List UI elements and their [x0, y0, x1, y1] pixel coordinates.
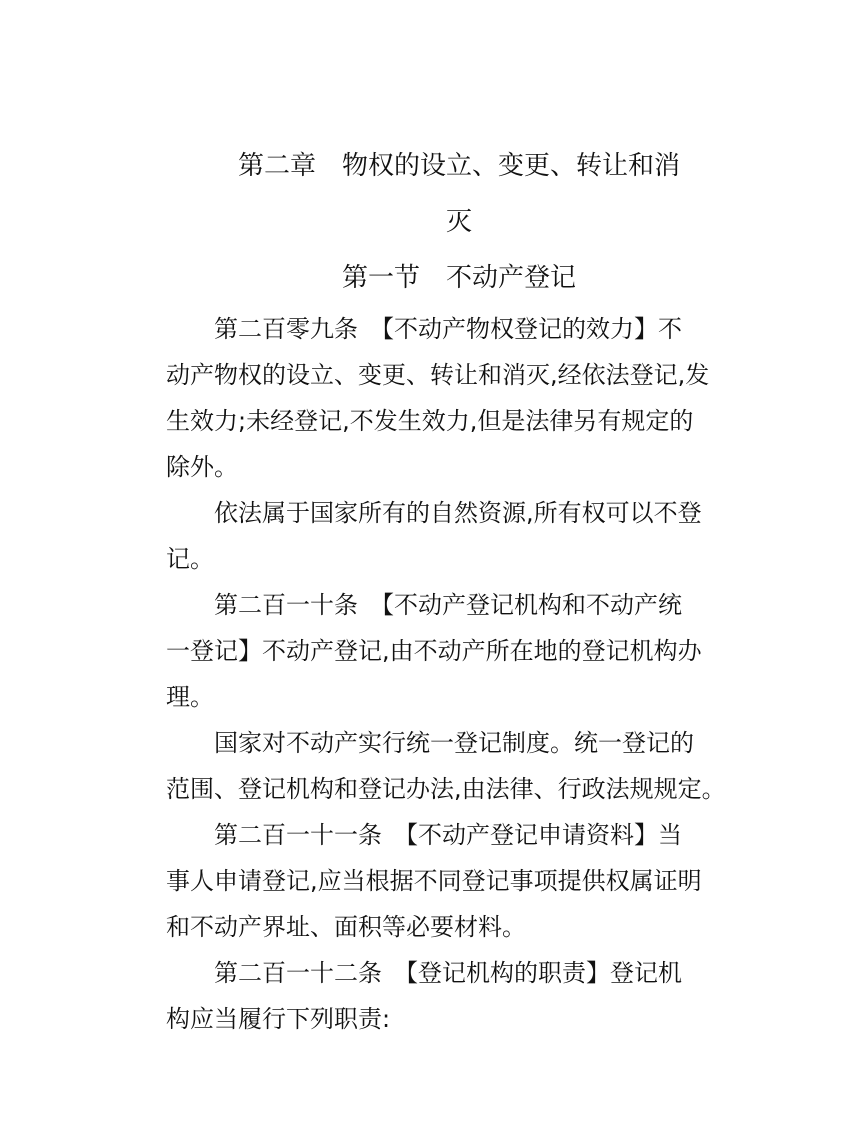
text-line: 和不动产界址、面积等必要材料。: [166, 913, 526, 941]
article-text: [166, 306, 726, 1042]
text-line: 第二百一十条 【不动产登记机构和不动产统: [214, 591, 682, 619]
text-line: 一登记】不动产登记,由不动产所在地的登记机构办: [166, 637, 702, 665]
text-line: 范围、登记机构和登记办法,由法律、行政法规规定。: [166, 775, 726, 803]
text-line: 依法属于国家所有的自然资源,所有权可以不登: [214, 499, 702, 527]
text-line: 动产物权的设立、变更、转让和消灭,经依法登记,发: [166, 361, 710, 389]
text-line: 除外。: [166, 453, 238, 481]
text-line: 第二百一十一条 【不动产登记申请资料】当: [214, 821, 682, 849]
text-line: 第二百一十二条 【登记机构的职责】登记机: [214, 959, 682, 987]
text-line: 国家对不动产实行统一登记制度。统一登记的: [214, 729, 694, 757]
text-line: 理。: [166, 683, 214, 711]
chapter-title-line-1: 第二章 物权的设立、变更、转让和消: [237, 151, 680, 181]
document-body: [166, 138, 726, 1042]
section-title: 第一节 不动产登记: [341, 263, 576, 293]
text-line: 事人申请登记,应当根据不同登记事项提供权属证明: [166, 867, 702, 895]
text-line: 记。: [166, 545, 214, 573]
text-line: 生效力;未经登记,不发生效力,但是法律另有规定的: [166, 407, 694, 435]
chapter-title-line-2: 灭: [445, 207, 472, 237]
text-line: 构应当履行下列职责:: [166, 1005, 391, 1033]
text-line: 第二百零九条 【不动产物权登记的效力】不: [214, 315, 682, 343]
